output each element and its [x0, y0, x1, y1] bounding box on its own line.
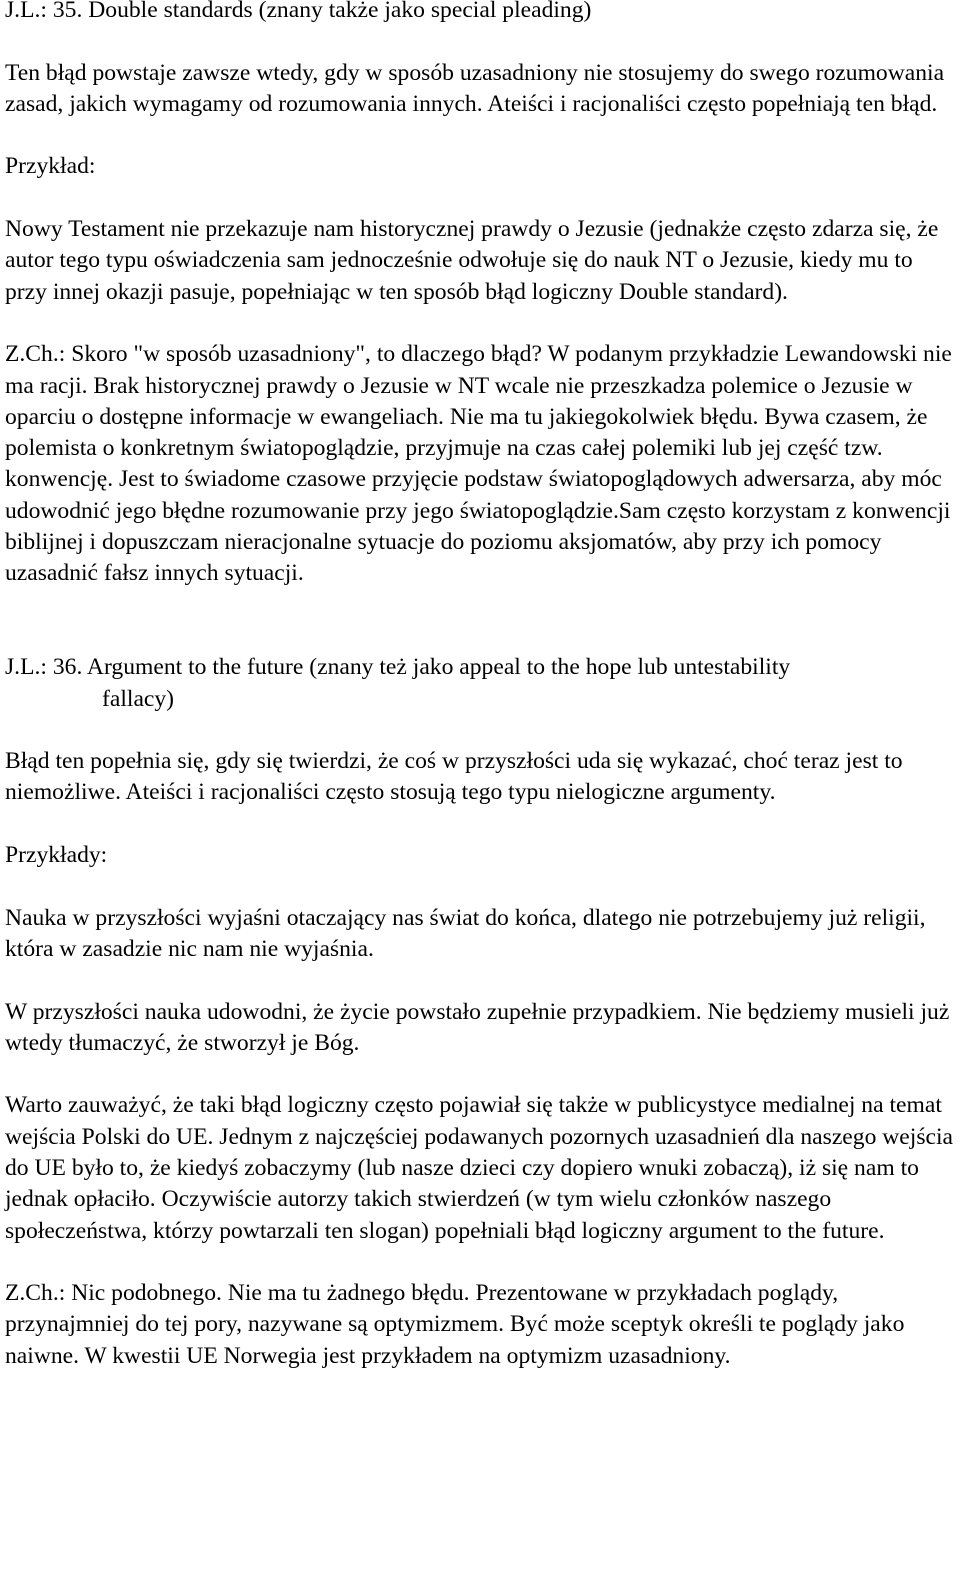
section-36-response: Z.Ch.: Nic podobnego. Nie ma tu żadnego błędu. Prezentowane w przykładach poglądy, przynajmniej do tej pory, nazywane są optymizmem. Być może sceptyk określi te poglądy jako naiwne. W kwestii UE Norwegia jest przykładem na optymizm uzasadniony.	[5, 1280, 905, 1369]
section-36-example-2: W przyszłości nauka udowodni, że życie powstało zupełnie przypadkiem. Nie będziemy musieli już wtedy tłumaczyć, że stworzył je Bóg.	[5, 998, 950, 1056]
section-35-example: Nowy Testament nie przekazuje nam historycznej prawdy o Jezusie (jednakże często zdarza się, że autor tego typu oświadczenia sam jednocześnie odwołuje się do nauk NT o Jezusie, kiedy mu to przy innej okazji pasuje, popełniając w ten sposób błąd logiczny Double standard).	[5, 216, 939, 305]
section-35-example-label: Przykład:	[5, 153, 96, 180]
section-35-response: Z.Ch.: Skoro "w sposób uzasadniony", to dlaczego błąd? W podanym przykładzie Lewandowski nie ma racji. Brak historycznej prawdy o Jezusie w NT wcale nie przeszkadza polemice o Jezusie w oparciu o dostępne informacje w ewangeliach. Nie ma tu jakiegokolwiek błędu. Bywa czasem, że polemista o konkretnym światopoglądzie, przyjmuje na czas całej polemiki lub jej część tzw. konwencję. Jest to świadome czasowe przyjęcie podstaw światopoglądowych adwersarza, aby móc udowodnić jego błędne rozumowanie przy jego światopoglądzie.Sam często korzystam z konwencji biblijnej i dopuszczam nieracjonalne sytuacje do poziomu aksjomatów, aby przy ich pomocy uzasadnić fałsz innych sytuacji.	[5, 341, 952, 587]
section-35-heading: J.L.: 35. Double standards (znany także jako special pleading)	[5, 0, 592, 23]
section-36-note: Warto zauważyć, że taki błąd logiczny często pojawiał się także w publicystyce medialnej na temat wejścia Polski do UE. Jednym z najczęściej podawanych pozornych uzasadnień dla naszego wejścia do UE było to, że kiedyś zobaczymy (lub nasze dzieci czy dopiero wnuki zobaczą), iż się nam to jednak opłaciło. Oczywiście autorzy takich stwierdzeń (w tym wielu członków naszego społeczeństwa, którzy powtarzali ten slogan) popełniali błąd logiczny argument to the future.	[5, 1092, 954, 1244]
section-36-heading: J.L.: 36. Argument to the future (znany też jako appeal to the hope lub untestability	[5, 654, 791, 681]
section-36-definition: Błąd ten popełnia się, gdy się twierdzi, że coś w przyszłości uda się wykazać, choć teraz jest to niemożliwe. Ateiści i racjonaliści często stosują tego typu nielogiczne argumenty.	[5, 748, 903, 806]
section-36-heading-continuation: fallacy)	[102, 685, 175, 712]
document-page	[5, 0, 960, 1372]
section-36-examples-label: Przykłady:	[5, 842, 108, 869]
section-36-example-1: Nauka w przyszłości wyjaśni otaczający nas świat do końca, dlatego nie potrzebujemy już religii, która w zasadzie nic nam nie wyjaśnia.	[5, 904, 926, 962]
section-35-definition: Ten błąd powstaje zawsze wtedy, gdy w sposób uzasadniony nie stosujemy do swego rozumowania zasad, jakich wymagamy od rozumowania innych. Ateiści i racjonaliści często popełniają ten błąd.	[5, 59, 945, 117]
